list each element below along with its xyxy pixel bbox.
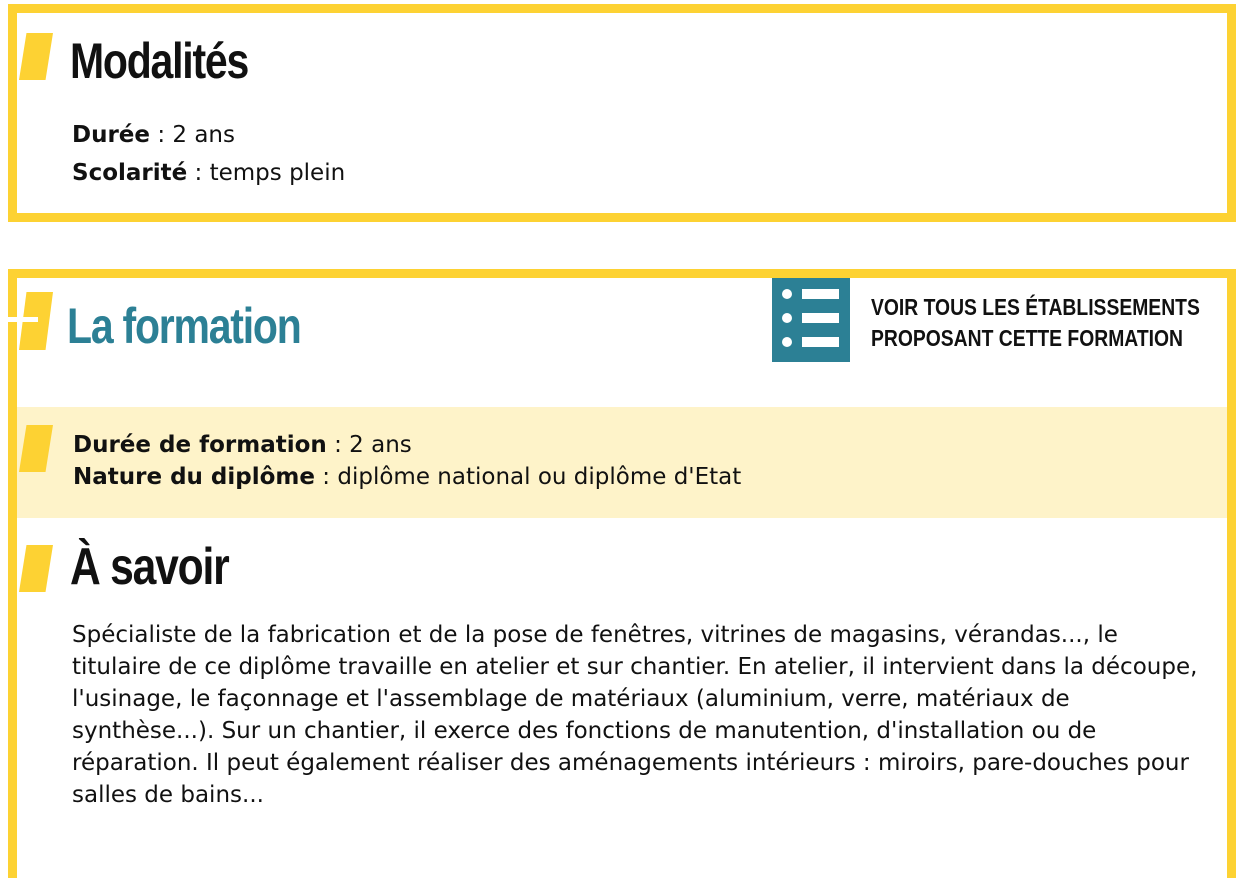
cta-line-1: VOIR TOUS LES ÉTABLISSEMENTS xyxy=(871,294,1200,320)
modalites-tab-marker xyxy=(19,33,53,80)
details-tab-marker xyxy=(19,425,53,472)
duree-label: Durée xyxy=(72,122,151,148)
duree-line xyxy=(72,122,235,148)
duree-formation-label: Durée de formation xyxy=(73,432,327,458)
duree-formation-line xyxy=(73,432,412,458)
modalites-title: Modalités xyxy=(70,33,249,89)
nature-diplome-label: Nature du diplôme xyxy=(73,464,315,490)
list-icon xyxy=(772,278,850,362)
duree-value: : 2 ans xyxy=(150,122,235,148)
voir-etablissements-label[interactable] xyxy=(871,292,1200,354)
formation-tab-stripe xyxy=(8,317,38,322)
formation-title: La formation xyxy=(67,298,301,354)
voir-etablissements-link[interactable] xyxy=(772,278,1212,362)
formation-details-band xyxy=(17,407,1227,518)
cta-line-2: PROPOSANT CETTE FORMATION xyxy=(871,325,1183,351)
nature-diplome-line xyxy=(73,464,741,490)
modalites-panel xyxy=(8,4,1236,222)
scolarite-label: Scolarité xyxy=(72,160,188,186)
duree-formation-value: : 2 ans xyxy=(326,432,412,458)
nature-diplome-value: : diplôme national ou diplôme d'Etat xyxy=(315,464,742,490)
a-savoir-title: À savoir xyxy=(70,538,229,596)
formation-panel xyxy=(8,269,1236,878)
savoir-tab-marker xyxy=(19,545,53,592)
a-savoir-text: Spécialiste de la fabrication et de la pose de fenêtres, vitrines de magasins, vérandas..., le titulaire de ce diplôme travaille en atelier et sur chantier. En atelier, il intervient dans la découpe, l'usinage, le façonnage et l'assemblage de matériaux (aluminium, verre, matériaux de synthèse...). Sur un chantier, il exerce des fonctions de manutention, d'installation ou de réparation. Il peut également réaliser des aménagements intérieurs : miroirs, pare-douches pour salles de bains... xyxy=(72,622,1198,808)
scolarite-value: : temps plein xyxy=(187,160,346,186)
scolarite-line xyxy=(72,160,345,186)
